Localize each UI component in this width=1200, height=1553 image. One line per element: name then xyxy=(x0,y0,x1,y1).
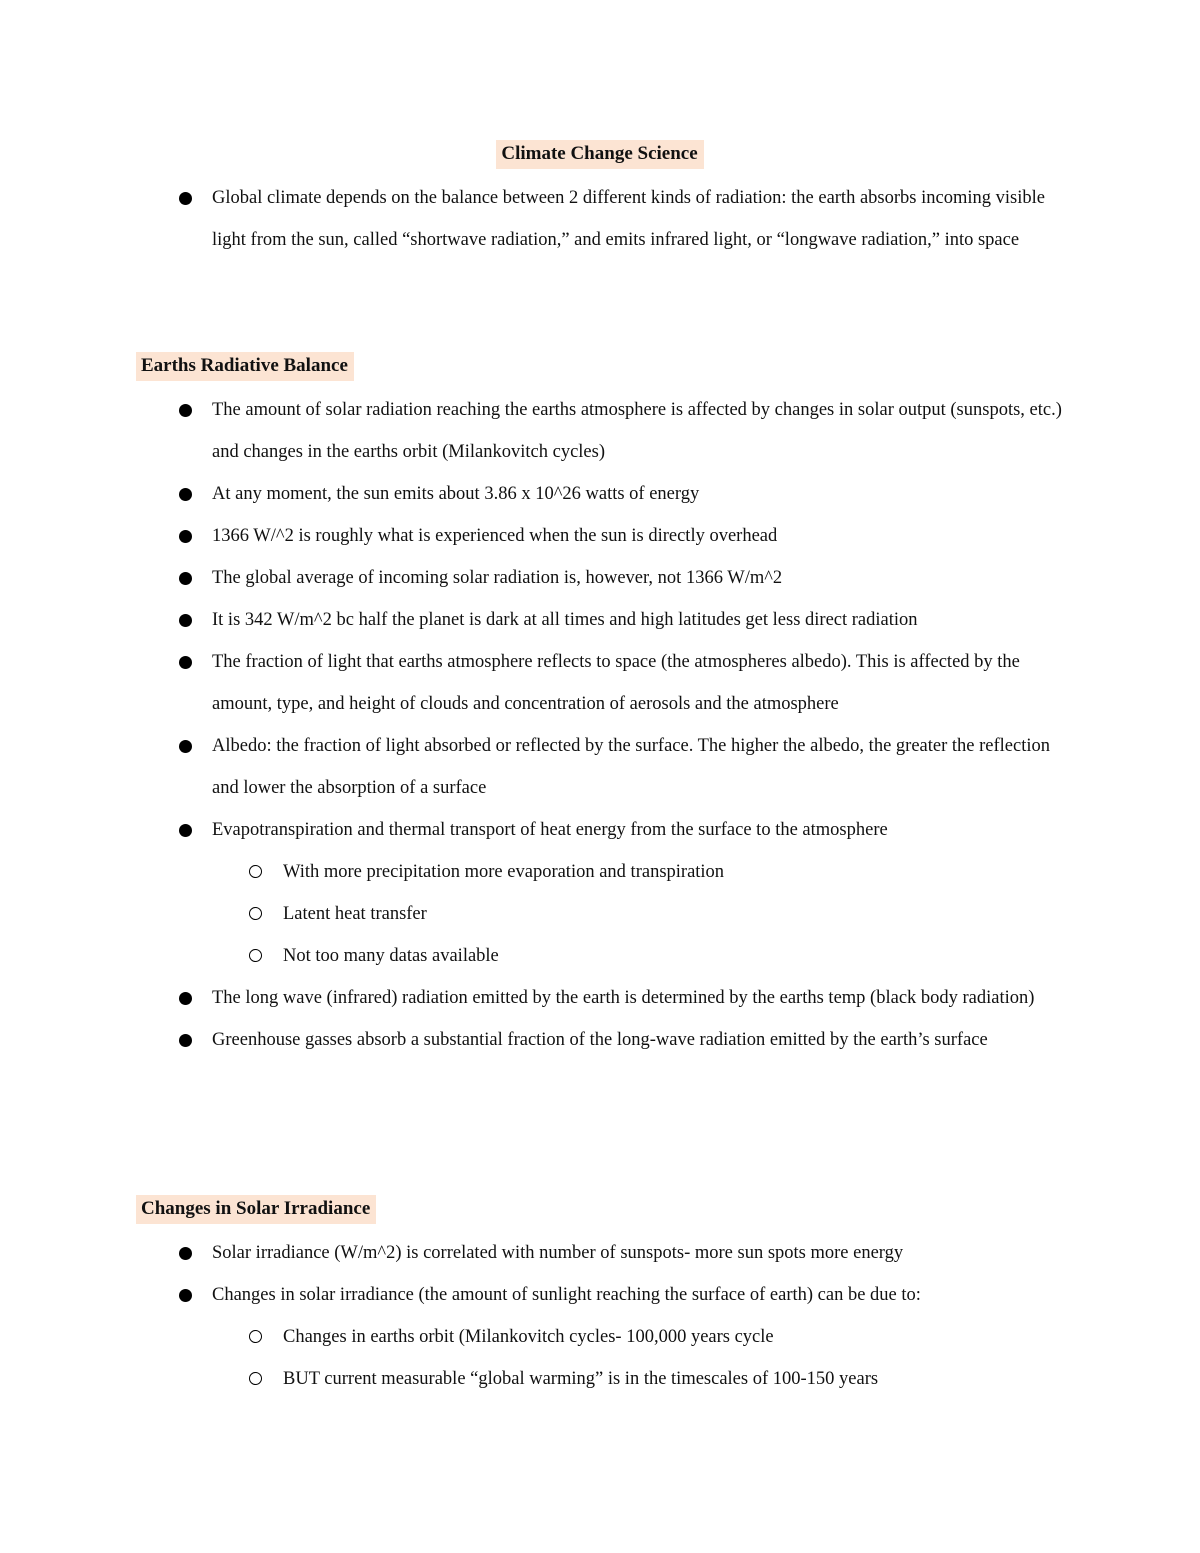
bullet-icon xyxy=(179,572,192,585)
list-item: Changes in solar irradiance (the amount of sunlight reaching the surface of earth) can be due to: Changes in earths orbit (Milankovitch cycles- 100,000 years cycle BUT current measurable “global warming” is in the timescales of 100-150 years xyxy=(0,1274,1200,1400)
bullet-icon xyxy=(179,488,192,501)
bullet-icon xyxy=(179,1034,192,1047)
sub-list-item: Latent heat transfer xyxy=(0,893,1070,935)
document-title: Climate Change Science xyxy=(496,140,703,169)
sub-list-item: BUT current measurable “global warming” is in the timescales of 100-150 years xyxy=(0,1358,1070,1400)
solar-irradiance-list xyxy=(0,1232,1200,1400)
hollow-bullet-icon xyxy=(249,865,262,878)
sub-list-item: With more precipitation more evaporation and transpiration xyxy=(0,851,1070,893)
list-item: Global climate depends on the balance between 2 different kinds of radiation: the earth absorbs incoming visible light from the sun, called “shortwave radiation,” and emits infrared light, or “longwave radiation,” into space xyxy=(0,177,1200,261)
list-item: At any moment, the sun emits about 3.86 x 10^26 watts of energy xyxy=(0,473,1200,515)
hollow-bullet-icon xyxy=(249,907,262,920)
bullet-icon xyxy=(179,530,192,543)
bullet-icon xyxy=(179,992,192,1005)
list-item: Greenhouse gasses absorb a substantial fraction of the long-wave radiation emitted by the earth’s surface xyxy=(0,1019,1200,1061)
list-item: The global average of incoming solar radiation is, however, not 1366 W/m^2 xyxy=(0,557,1200,599)
list-item: Solar irradiance (W/m^2) is correlated with number of sunspots- more sun spots more energy xyxy=(0,1232,1200,1274)
bullet-icon xyxy=(179,1247,192,1260)
hollow-bullet-icon xyxy=(249,1372,262,1385)
hollow-bullet-icon xyxy=(249,949,262,962)
section-heading-radiative-balance: Earths Radiative Balance xyxy=(136,352,354,381)
list-item: The long wave (infrared) radiation emitted by the earth is determined by the earths temp (black body radiation) xyxy=(0,977,1200,1019)
sub-list xyxy=(212,851,1070,977)
list-item: 1366 W/^2 is roughly what is experienced when the sun is directly overhead xyxy=(0,515,1200,557)
list-item: The amount of solar radiation reaching the earths atmosphere is affected by changes in solar output (sunspots, etc.) and changes in the earths orbit (Milankovitch cycles) xyxy=(0,389,1200,473)
list-item: The fraction of light that earths atmosphere reflects to space (the atmospheres albedo). This is affected by the amount, type, and height of clouds and concentration of aerosols and the atmosphere xyxy=(0,641,1200,725)
list-item: Albedo: the fraction of light absorbed or reflected by the surface. The higher the albedo, the greater the reflection and lower the absorption of a surface xyxy=(0,725,1200,809)
list-item: Evapotranspiration and thermal transport of heat energy from the surface to the atmosphere With more precipitation more evaporation and transpiration Latent heat transfer Not too many datas available xyxy=(0,809,1200,977)
list-item: It is 342 W/m^2 bc half the planet is dark at all times and high latitudes get less direct radiation xyxy=(0,599,1200,641)
section-heading-solar-irradiance: Changes in Solar Irradiance xyxy=(136,1195,376,1224)
sub-list xyxy=(212,1316,1070,1400)
bullet-icon xyxy=(179,656,192,669)
title-container xyxy=(0,140,1200,169)
bullet-icon xyxy=(179,1289,192,1302)
bullet-icon xyxy=(179,404,192,417)
bullet-icon xyxy=(179,192,192,205)
intro-list xyxy=(0,177,1200,261)
bullet-icon xyxy=(179,614,192,627)
sub-list-item: Changes in earths orbit (Milankovitch cycles- 100,000 years cycle xyxy=(0,1316,1070,1358)
bullet-icon xyxy=(179,824,192,837)
hollow-bullet-icon xyxy=(249,1330,262,1343)
sub-list-item: Not too many datas available xyxy=(0,935,1070,977)
radiative-balance-list xyxy=(0,389,1200,1061)
bullet-icon xyxy=(179,740,192,753)
